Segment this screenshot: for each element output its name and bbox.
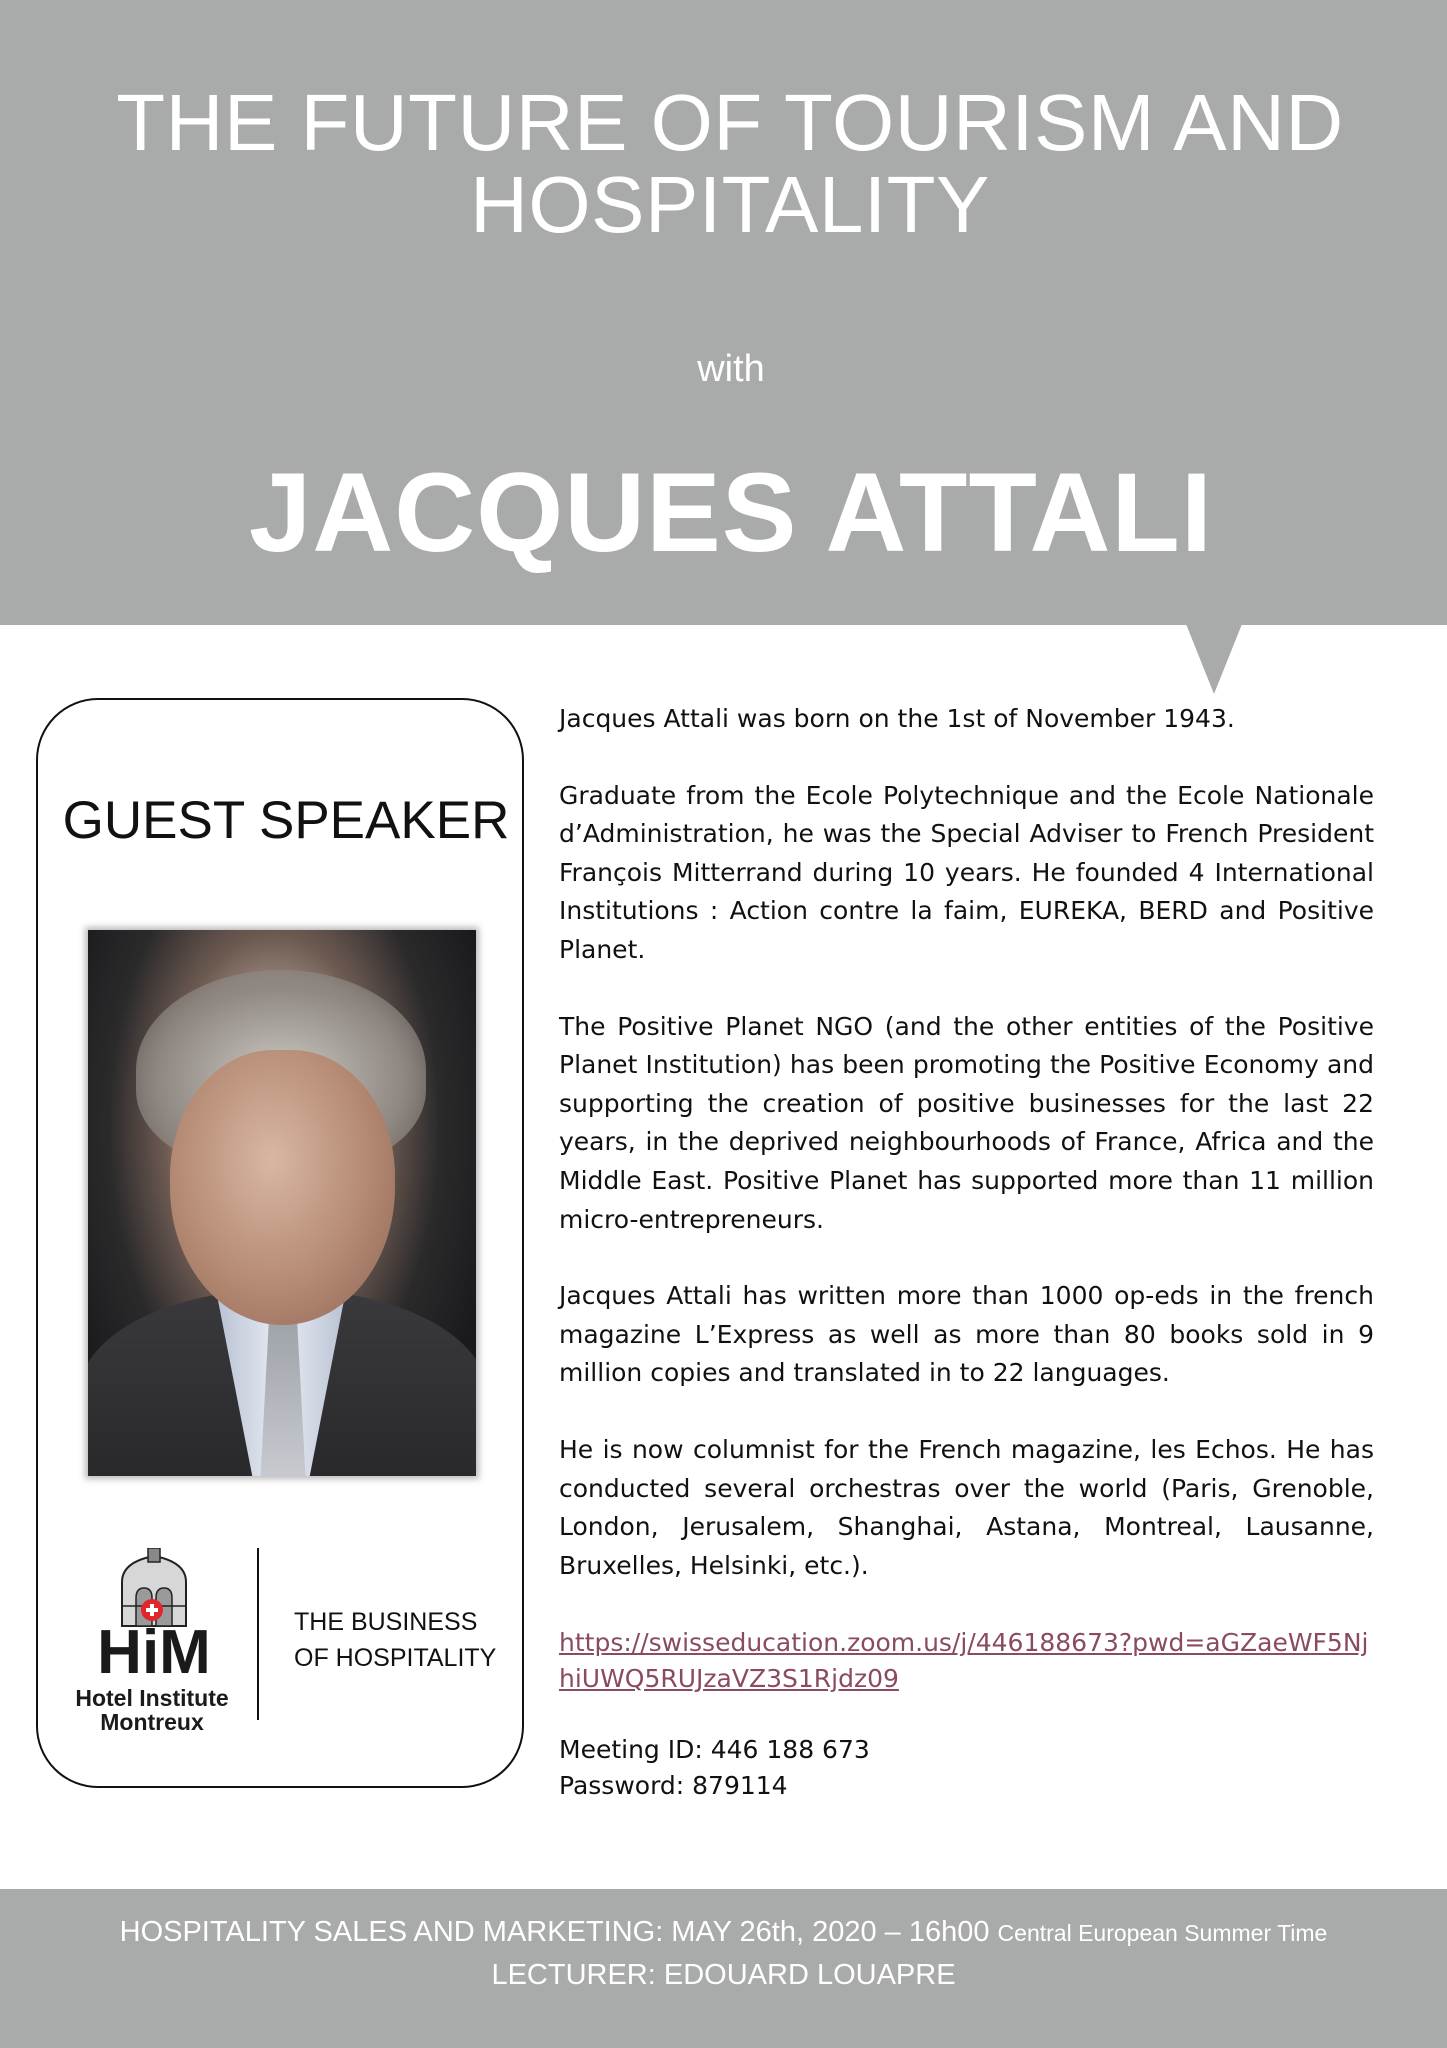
logo-brand-text: HiM <box>97 1618 211 1687</box>
bio-paragraph-columnist: He is now columnist for the French magazine, les Echos. He has conducted several orchestras over the world (Paris, Grenoble, London, Jerusalem, Shanghai, Astana, Montreal, Lausanne, Bruxelles, Helsinki, etc.). <box>559 1434 1374 1580</box>
logo-name-line1: Hotel Institute <box>75 1685 229 1711</box>
meeting-password: Password: 879114 <box>559 1771 788 1800</box>
guest-speaker-heading: GUEST SPEAKER <box>62 791 510 850</box>
logo-graphic <box>64 1548 244 1738</box>
footer-banner <box>0 1889 1447 2048</box>
logo-tagline-line2: OF HOSPITALITY <box>294 1644 497 1672</box>
speaker-name: JACQUES ATTALI <box>249 450 1213 575</box>
bio-paragraph-positive-planet: The Positive Planet NGO (and the other entities of the Positive Planet Institution) has been promoting the Positive Economy and supporting the creation of positive businesses for the last 22 years, in the deprived neighbourhoods of France, Africa and the Middle East. Positive Planet has supported more than 11 million micro-entrepreneurs. <box>559 1011 1374 1234</box>
speech-bubble-pointer <box>1186 624 1242 694</box>
hotel-institute-montreux-logo <box>64 1548 244 1738</box>
logo-tagline-line1: THE BUSINESS <box>294 1608 478 1636</box>
bio-paragraph-education: Graduate from the Ecole Polytechnique and the Ecole Nationale d’Administration, he was the Special Adviser to French President François Mitterrand during 10 years. He founded 4 International Institutions : Action contre la faim, EUREKA, BERD and Positive Planet. <box>559 780 1374 964</box>
footer-lecturer: LECTURER: EDOUARD LOUAPRE <box>491 1959 956 1991</box>
bio-paragraph-birth: Jacques Attali was born on the 1st of November 1943. <box>559 704 1235 733</box>
logo-name-line2: Montreux <box>100 1709 204 1735</box>
meeting-details <box>559 1732 870 1804</box>
speaker-photo <box>88 930 476 1476</box>
footer-schedule <box>0 1916 1447 1949</box>
with-label: with <box>697 348 765 390</box>
header-banner <box>0 0 1447 625</box>
bio-paragraph-writing: Jacques Attali has written more than 1000 op-eds in the french magazine L’Express as well as more than 80 books sold in 9 million copies and translated in to 22 languages. <box>559 1281 1374 1388</box>
speaker-bio <box>559 700 1374 1623</box>
meeting-id: Meeting ID: 446 188 673 <box>559 1735 870 1764</box>
logo-divider <box>257 1548 259 1720</box>
footer-timezone: Central European Summer Time <box>997 1920 1328 1946</box>
event-title: THE FUTURE OF TOURISM AND HOSPITALITY <box>116 78 1344 249</box>
photo-face <box>170 1050 395 1325</box>
zoom-meeting-link[interactable]: https://swisseducation.zoom.us/j/446188673?pwd=aGZaeWF5NjhiUWQ5RUJzaVZ3S1Rjdz09 <box>559 1628 1369 1693</box>
footer-schedule-main: HOSPITALITY SALES AND MARKETING: MAY 26th, 2020 – 16h00 <box>119 1916 990 1948</box>
